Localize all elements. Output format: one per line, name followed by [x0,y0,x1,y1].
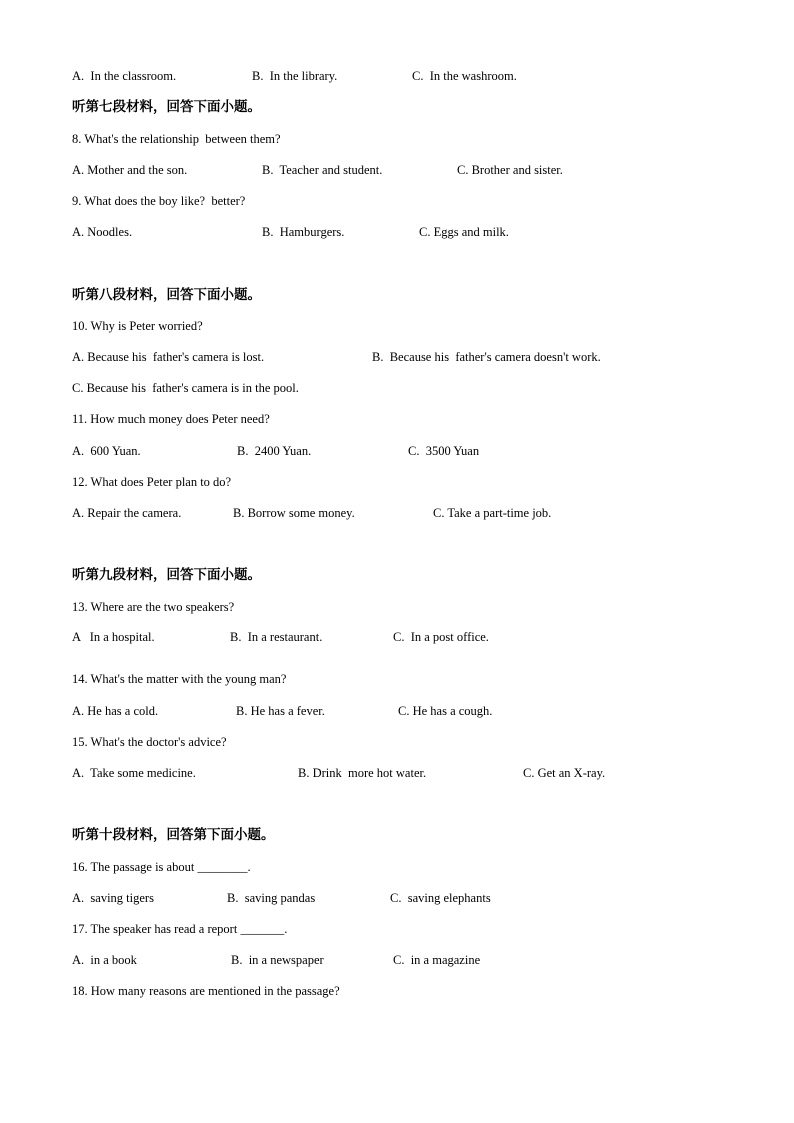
section-heading: 听第七段材料，回答下面小题。 [72,99,261,115]
answer-option: A. 600 Yuan. [72,444,141,458]
answer-option: C. Brother and sister. [457,163,563,177]
answer-option: B. saving pandas [227,891,316,905]
question-text: 16. The passage is about ________. [72,860,251,874]
answer-option: A. Noodles. [72,225,133,239]
answer-option: C. in a magazine [393,953,481,967]
answer-option: B. Because his father's camera doesn't work. [372,350,601,364]
answer-option: B. in a newspaper [231,953,324,967]
question-text: 14. What's the matter with the young man? [72,672,287,686]
answer-option: B. Hamburgers. [262,225,345,239]
answer-option: A In a hospital. [72,630,155,644]
answer-option: B. Drink more hot water. [298,766,427,780]
answer-option: B. He has a fever. [236,704,325,718]
answer-option: C. He has a cough. [398,704,493,718]
question-text: 9. What does the boy like? better? [72,194,246,208]
section-heading: 听第九段材料，回答下面小题。 [72,567,261,583]
section-heading: 听第十段材料，回答第下面小题。 [72,827,275,843]
answer-option: B. Borrow some money. [233,506,355,520]
answer-option: A. Mother and the son. [72,163,188,177]
answer-option: A. in a book [72,953,137,967]
answer-option: C. 3500 Yuan [408,444,480,458]
answer-option: C. Take a part-time job. [433,506,552,520]
answer-option: C. In the washroom. [412,69,517,83]
answer-option: A. He has a cold. [72,704,159,718]
question-text: 18. How many reasons are mentioned in the passage? [72,984,340,998]
answer-option: A. saving tigers [72,891,154,905]
answer-option: B. Teacher and student. [262,163,383,177]
answer-option: C. Eggs and milk. [419,225,509,239]
question-text: 12. What does Peter plan to do? [72,475,232,489]
answer-option: B. In the library. [252,69,338,83]
answer-option: A. In the classroom. [72,69,177,83]
answer-option: A. Because his father's camera is lost. [72,350,265,364]
answer-option: C. saving elephants [390,891,491,905]
answer-option: B. In a restaurant. [230,630,323,644]
question-text: 11. How much money does Peter need? [72,412,270,426]
answer-option: C. Get an X-ray. [523,766,606,780]
question-text: C. Because his father's camera is in the pool. [72,381,299,395]
question-text: 15. What's the doctor's advice? [72,735,227,749]
answer-option: B. 2400 Yuan. [237,444,312,458]
question-text: 13. Where are the two speakers? [72,600,235,614]
answer-option: C. In a post office. [393,630,489,644]
section-heading: 听第八段材料，回答下面小题。 [72,287,261,303]
answer-option: A. Repair the camera. [72,506,182,520]
answer-option: A. Take some medicine. [72,766,196,780]
question-text: 17. The speaker has read a report _______. [72,922,288,936]
question-text: 8. What's the relationship between them? [72,132,281,146]
question-text: 10. Why is Peter worried? [72,319,203,333]
